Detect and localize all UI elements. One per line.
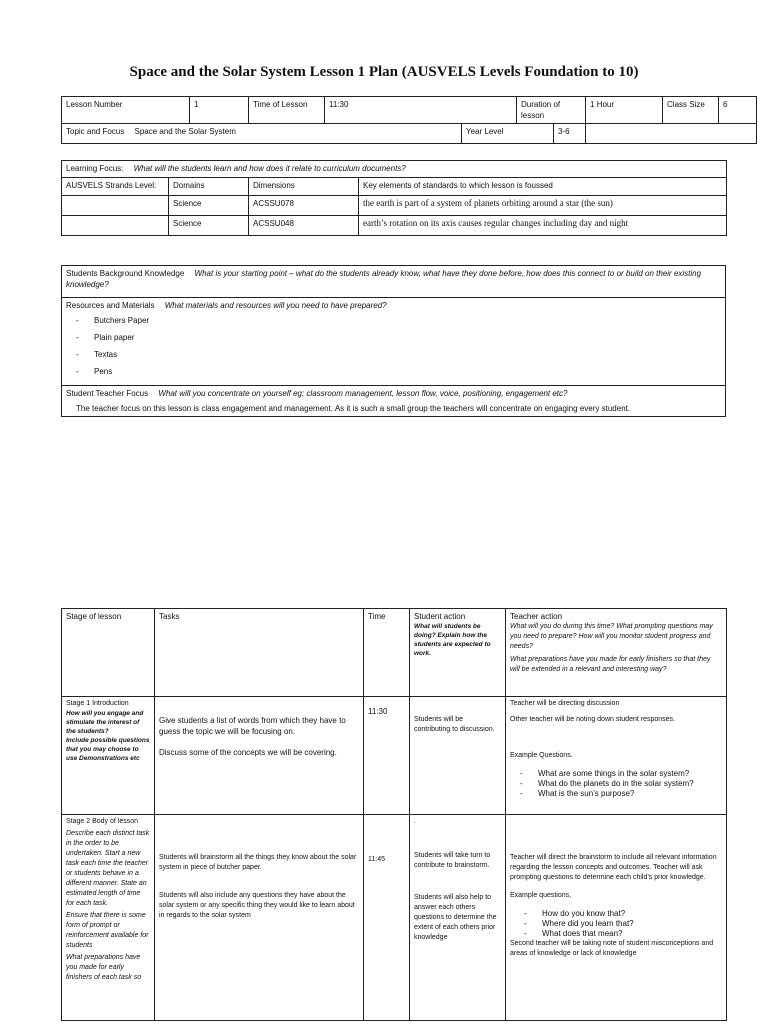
col-dimensions: Dimensions: [249, 178, 359, 196]
dimension-cell: ACSSU048: [249, 216, 359, 236]
stage-2-desc-3: What preparations have you made for early finishers of each task so: [66, 954, 142, 981]
stage-2-dot: .: [414, 818, 416, 825]
header-tasks: Tasks: [155, 609, 364, 697]
stage-2-cell: [62, 815, 155, 1021]
header-time: Time: [364, 609, 410, 697]
stage-2-teacher-text-2: Second teacher will be taking note of student misconceptions and areas of knowledge or lack of knowledge: [510, 940, 714, 957]
stage-2-title: Stage 2 Body of lesson: [66, 818, 138, 825]
resources-row: [62, 298, 726, 386]
teacher-action-question-1: What will you do during this time? What prompting questions may you need to prepare? How will you monitor student progress and needs?: [510, 623, 713, 650]
list-item: - Plain paper: [76, 332, 721, 343]
domain-cell: Science: [169, 216, 249, 236]
topic-label: Topic and Focus: [66, 127, 125, 136]
list-item: - What are some things in the solar system?: [520, 769, 722, 779]
class-size-label: Class Size: [663, 97, 719, 124]
stage-2-student-action: [410, 815, 506, 1021]
dimension-cell: ACSSU078: [249, 196, 359, 216]
stage-1-title: Stage 1 Introduction: [66, 700, 129, 707]
table-row: [62, 196, 727, 216]
stage-1-desc-2: Include possible questions that you may choose to use Demonstrations etc: [66, 737, 150, 762]
teacher-action-label: Teacher action: [510, 612, 563, 621]
stage-2-desc-2: Ensure that there is some form of prompt or reinforcement available for students: [66, 912, 149, 949]
list-item: - What is the sun’s purpose?: [520, 789, 722, 799]
page-title: Space and the Solar System Lesson 1 Plan (AUSVELS Levels Foundation to 10): [129, 64, 639, 80]
year-level: 3-6: [554, 124, 586, 144]
class-size: 6: [719, 97, 757, 124]
teacher-focus-text: The teacher focus on this lesson is class engagement and management. As it is such a small group the teachers will concentrate on engaging every student.: [76, 404, 631, 413]
background-row: [62, 266, 726, 298]
stage-2-student-text-1: Students will take turn to contribute to brainstorm.: [414, 852, 491, 869]
learning-focus-row: [62, 161, 727, 178]
list-item: - How do you know that?: [524, 909, 722, 919]
learning-focus-table: [61, 160, 727, 236]
lesson-plan-table: [61, 608, 727, 1021]
stage-1-teacher-action: [506, 697, 727, 815]
stage-2-task-2: Students will also include any questions they have about the solar system or any specific thing they would like to learn about in regards to the solar system: [159, 892, 355, 919]
domain-cell: Science: [169, 196, 249, 216]
table-row: [62, 697, 727, 815]
header-teacher-action: [506, 609, 727, 697]
topic-row: [62, 124, 462, 144]
list-item: - Pens: [76, 366, 721, 377]
col-key-elements: Key elements of standards to which lesson is foussed: [359, 178, 727, 196]
stage-1-desc-1: How will you engage and stimulate the interest of the students?: [66, 710, 144, 735]
background-table: [61, 265, 726, 417]
teacher-focus-row: [62, 386, 726, 417]
time-value: 11:30: [368, 707, 388, 716]
empty-cell: [586, 124, 757, 144]
key-element-cell: the earth is part of a system of planets orbiting around a star (the sun): [359, 196, 727, 216]
learning-focus-label: Learning Focus:: [66, 164, 124, 173]
background-question: What is your starting point – what do the students already know, what have they done before, how does this connect to or build on their existing knowledge?: [66, 269, 702, 289]
list-item: - Textas: [76, 349, 721, 360]
resources-list: [66, 315, 721, 377]
stage-2-student-text-2: Students will also help to answer each others questions to determine the extent of each others prior knowledge: [414, 894, 497, 941]
stage-1-cell: [62, 697, 155, 815]
stage-1-time: [364, 697, 410, 815]
background-label: Students Background Knowledge: [66, 269, 185, 278]
stage-1-question-list: [510, 769, 722, 799]
list-item: - What do the planets do in the solar system?: [520, 779, 722, 789]
list-item: - Where did you learn that?: [524, 919, 722, 929]
duration: 1 Hour: [586, 97, 663, 124]
lesson-header-table: [61, 96, 757, 144]
time-of-lesson: 11:30: [325, 97, 517, 124]
resources-question: What materials and resources will you need to have prepared?: [164, 301, 387, 310]
stage-2-desc-1: Describe each distinct task in the order to be undertaken. Start a new task each time the teacher or students behave in a different manner. State an estimated length of time for each task.: [66, 830, 150, 907]
strands-label: AUSVELS Strands Level:: [62, 178, 169, 196]
table-row: [62, 216, 727, 236]
time-of-lesson-label: Time of Lesson: [249, 97, 325, 124]
teacher-action-question-2: What preparations have you made for early finishers so that they will be extended in a relevant and interesting way?: [510, 656, 711, 673]
lesson-number-label: Lesson Number: [62, 97, 190, 124]
student-action-label: Student action: [414, 612, 466, 621]
stage-1-task-2: Discuss some of the concepts we will be covering.: [159, 748, 337, 757]
teacher-focus-label: Student Teacher Focus: [66, 389, 149, 398]
topic: Space and the Solar System: [134, 127, 236, 136]
list-item: - Butchers Paper: [76, 315, 721, 326]
stage-2-teacher-text-1: Teacher will direct the brainstorm to include all relevant information regarding the lesson concepts and outcomes. Teacher will ask prompting questions to determine each child’s prior knowledge.: [510, 854, 717, 881]
teacher-focus-question: What will you concentrate on yourself eg; classroom management, lesson flow, voice, positioning, engagement etc?: [158, 389, 568, 398]
resources-label: Resources and Materials: [66, 301, 155, 310]
stage-2-tasks: [155, 815, 364, 1021]
header-stage: Stage of lesson: [62, 609, 155, 697]
stage-1-teacher-text-2: Other teacher will be noting down student responses.: [510, 716, 675, 723]
list-item: - What does that mean?: [524, 929, 722, 939]
year-level-label: Year Level: [462, 124, 554, 144]
table-row: [62, 815, 727, 1021]
student-action-question: What will students be doing? Explain how the students are expected to work.: [414, 623, 491, 657]
stage-1-tasks: [155, 697, 364, 815]
stage-1-task-1: Give students a list of words from which they have to guess the topic we will be focusing on.: [159, 716, 346, 736]
stage-1-student-action: [410, 697, 506, 815]
learning-focus-question: What will the students learn and how does it relate to curriculum documents?: [133, 164, 406, 173]
duration-label: Duration of lesson: [517, 97, 586, 124]
stage-1-teacher-text-1: Teacher will be directing discussion: [510, 700, 620, 707]
header-student-action: [410, 609, 506, 697]
key-element-cell: earth’s rotation on its axis causes regular changes including day and night: [359, 216, 727, 236]
stage-2-time: [364, 815, 410, 1021]
stage-1-student-text: Students will be contributing to discussion.: [414, 716, 495, 733]
stage-2-task-1: Students will brainstorm all the things they know about the solar system in piece of butcher paper.: [159, 854, 357, 871]
stage-2-question-list: [510, 909, 722, 939]
stage-2-examples-label: Example questions,: [510, 892, 572, 899]
col-domains: Domains: [169, 178, 249, 196]
lesson-number: 1: [190, 97, 249, 124]
time-value: 11:45: [368, 856, 385, 863]
stage-1-examples-label: Example Questions.: [510, 752, 573, 759]
stage-2-teacher-action: [506, 815, 727, 1021]
